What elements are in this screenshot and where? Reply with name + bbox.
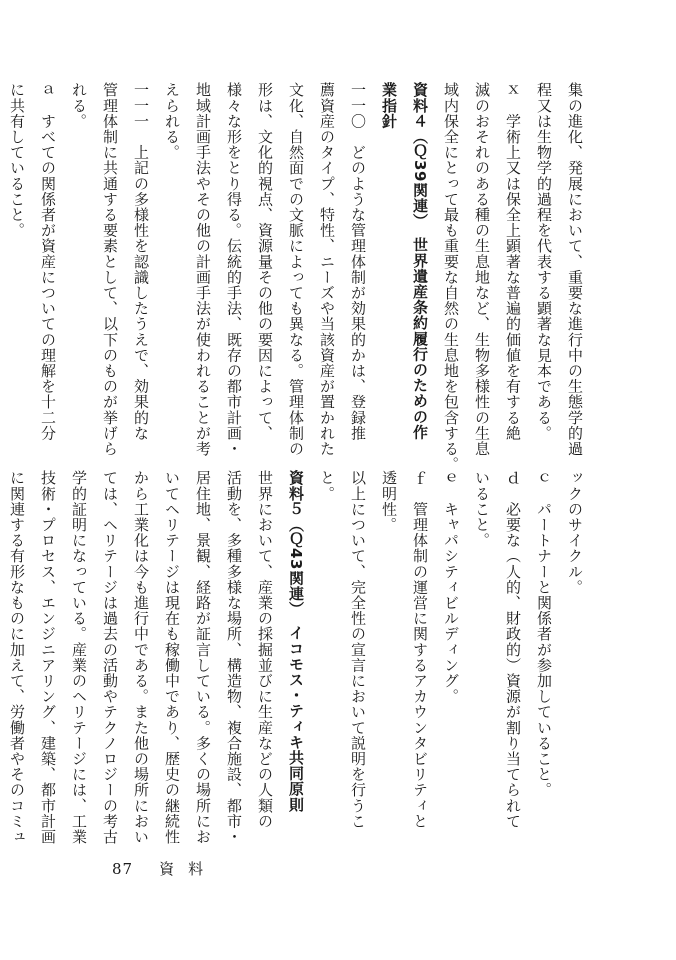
text-line: 集の進化、発展において、重要な進行中の生態学的過: [566, 82, 584, 457]
text-line: れる。: [70, 82, 88, 129]
text-line: ｆ 管理体制の運営に関するアカウンタビリティと: [411, 470, 429, 829]
text-line: 様々な形をとり得る。伝統的手法、既存の都市計画・: [225, 82, 243, 457]
text-line: に共有していること。: [8, 82, 26, 238]
text-line: から工業化は今も進行中である。また他の場所におい: [132, 470, 150, 845]
section-heading: 業指針: [380, 82, 398, 129]
text-line: 居住地、景観、経路が証言している。多くの場所にお: [194, 470, 212, 845]
text-line: 文化、自然面での文脈によっても異なる。管理体制の: [287, 82, 305, 457]
section-heading: 資料４（Ｑ39関連） 世界遺産条約履行のための作: [411, 82, 429, 440]
text-line: 薦資産のタイプ、特性、ニーズや当該資産が置かれた: [318, 82, 336, 457]
text-line: 以上について、完全性の宣言において説明を行うこ: [349, 470, 367, 829]
text-line: [0, 470, 1, 842]
text-line: えられる。: [163, 82, 181, 160]
text-line: 地域計画手法やその他の計画手法が使われることが考: [194, 82, 212, 457]
text-line: 管理体制に共通する要素として、以下のものが挙げら: [101, 82, 119, 457]
text-line: 域内保全にとって最も重要な自然の生息地を包含する。: [442, 82, 460, 472]
text-column-top: [8, 82, 590, 472]
text-line: 一一〇 どのような管理体制が効果的かは、登録推: [349, 82, 367, 441]
text-line: [0, 82, 1, 454]
text-line: 滅のおそれのある種の生息地など、生物多様性の生息: [473, 82, 491, 457]
text-line: いること。: [473, 470, 491, 548]
page-number: 87: [112, 860, 134, 878]
text-line: 世界において、産業の採掘並びに生産などの人類の: [256, 470, 274, 829]
text-line: 学的証明になっている。産業のヘリテージには、工業: [70, 470, 88, 845]
text-line: ｘ 学術上又は保全上顕著な普遍的価値を有する絶: [504, 82, 522, 441]
text-line: ａ すべての関係者が資産についての理解を十二分: [39, 82, 57, 441]
text-line: 形は、文化的視点、資源量その他の要因によって、: [256, 82, 274, 441]
text-line: ックのサイクル。: [566, 470, 584, 595]
text-line: 透明性。: [380, 470, 398, 533]
text-line: 程又は生物学的過程を代表する顕著な見本である。: [535, 82, 553, 441]
section-heading: 資料５（Ｑ43関連） イコモス・ティキ共同原則: [287, 470, 305, 813]
text-line: ては、ヘリテージは過去の活動やテクノロジーの考古: [101, 470, 119, 845]
text-line: 一一一 上記の多様性を認識したうえで、効果的な: [132, 82, 150, 441]
text-line: に関連する有形なものに加えて、労働者やそのコミュ: [8, 470, 26, 845]
text-line: ｃ パートナーと関係者が参加していること。: [535, 470, 553, 798]
text-column-bottom: [8, 470, 590, 845]
text-line: ｄ 必要な（人的、財政的）資源が割り当てられて: [504, 470, 522, 829]
text-line: 技術・プロセス、エンジニアリング、建築、都市計画: [39, 470, 57, 845]
text-line: 活動を、多種多様な場所、構造物、複合施設、都市・: [225, 470, 243, 845]
text-line: いてヘリテージは現在も稼働中であり、歴史の継続性: [163, 470, 181, 845]
section-label: 資料: [159, 860, 218, 878]
page-footer: [112, 858, 217, 879]
text-line: と。: [318, 470, 336, 502]
text-line: ｅ キャパシティビルディング。: [442, 470, 460, 704]
